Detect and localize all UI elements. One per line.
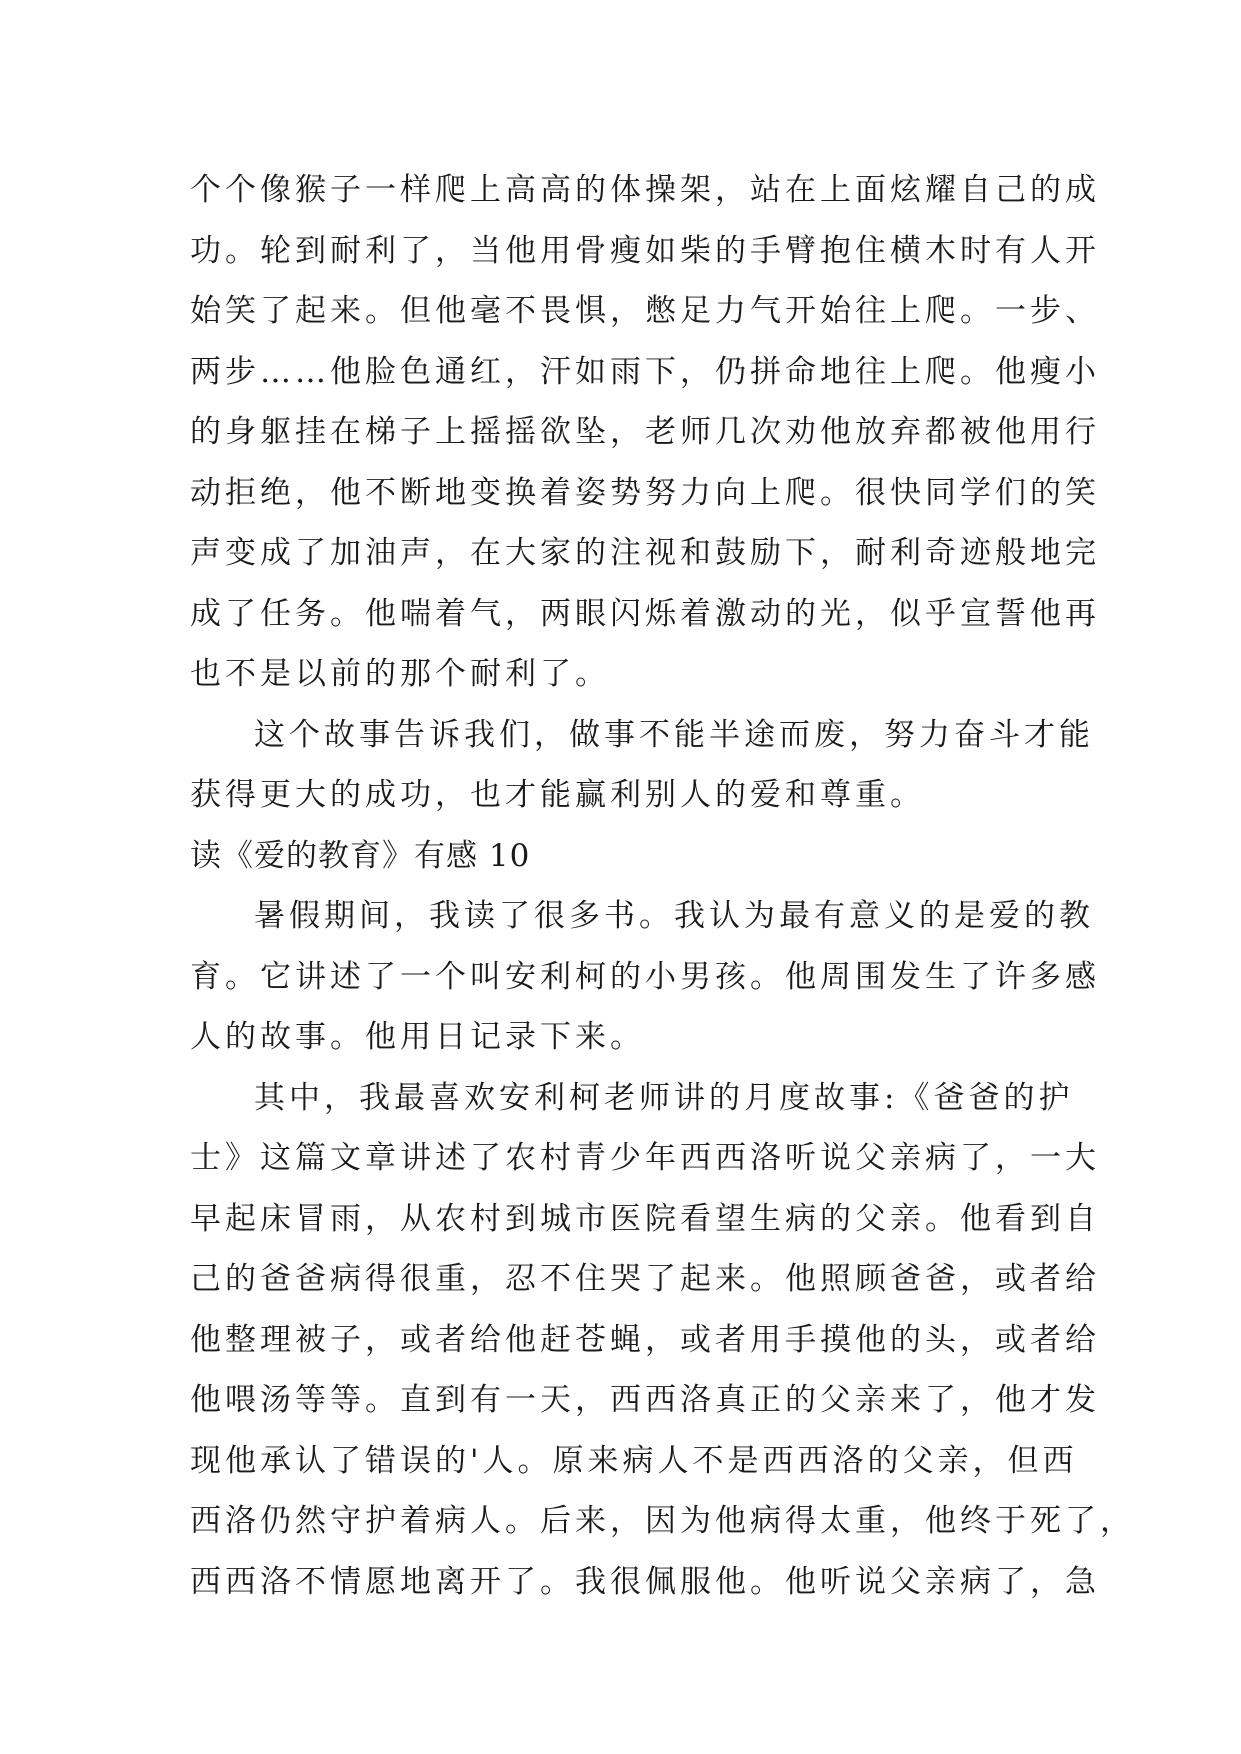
text-line: 其中，我最喜欢安利柯老师讲的月度故事:《爸爸的护 <box>254 1079 1074 1116</box>
text-line: 暑假期间，我读了很多书。我认为最有意义的是爱的教 <box>254 898 1094 934</box>
section-heading: 读《爱的教育》有感 10 <box>190 837 531 874</box>
text-line: 现他承认了错误的'人。原来病人不是西西洛的父亲，但西 <box>190 1442 1078 1479</box>
text-line: 功。轮到耐利了，当他用骨瘦如柴的手臂抱住横木时有人开 <box>190 232 1100 269</box>
document-body <box>190 160 1135 1612</box>
text-line: 这个故事告诉我们，做事不能半途而废，努力奋斗才能 <box>254 716 1094 753</box>
text-line: 己的爸爸病得很重，忍不住哭了起来。他照顾爸爸，或者给 <box>190 1261 1100 1297</box>
text-line: 他整理被子，或者给他赶苍蝇，或者用手摸他的头，或者给 <box>190 1321 1100 1358</box>
text-line: 他喂汤等等。直到有一天，西西洛真正的父亲来了，他才发 <box>190 1382 1100 1418</box>
text-line: 西西洛不情愿地离开了。我很佩服他。他听说父亲病了，急 <box>190 1563 1100 1600</box>
text-line: 士》这篇文章讲述了农村青少年西西洛听说父亲病了，一大 <box>190 1140 1100 1176</box>
text-line: 西洛仍然守护着病人。后来，因为他病得太重，他终于死了， <box>190 1503 1135 1539</box>
text-line: 两步……他脸色通红，汗如雨下，仍拼命地往上爬。他瘦小 <box>190 353 1100 390</box>
text-line: 的身躯挂在梯子上摇摇欲坠，老师几次劝他放弃都被他用行 <box>190 414 1100 450</box>
text-line: 声变成了加油声，在大家的注视和鼓励下，耐利奇迹般地完 <box>190 535 1100 571</box>
text-line: 始笑了起来。但他毫不畏惧，憋足力气开始往上爬。一步、 <box>190 293 1100 329</box>
text-line: 也不是以前的那个耐利了。 <box>190 656 610 692</box>
text-line: 动拒绝，他不断地变换着姿势努力向上爬。很快同学们的笑 <box>190 474 1100 511</box>
text-line: 人的故事。他用日记录下来。 <box>190 1019 645 1055</box>
text-line: 获得更大的成功，也才能赢利别人的爱和尊重。 <box>190 777 925 813</box>
text-line: 个个像猴子一样爬上高高的体操架，站在上面炫耀自己的成 <box>190 172 1100 208</box>
text-line: 成了任务。他喘着气，两眼闪烁着激动的光，似乎宣誓他再 <box>190 595 1100 632</box>
text-line: 早起床冒雨，从农村到城市医院看望生病的父亲。他看到自 <box>190 1200 1100 1237</box>
text-line: 育。它讲述了一个叫安利柯的小男孩。他周围发生了许多感 <box>190 958 1100 995</box>
